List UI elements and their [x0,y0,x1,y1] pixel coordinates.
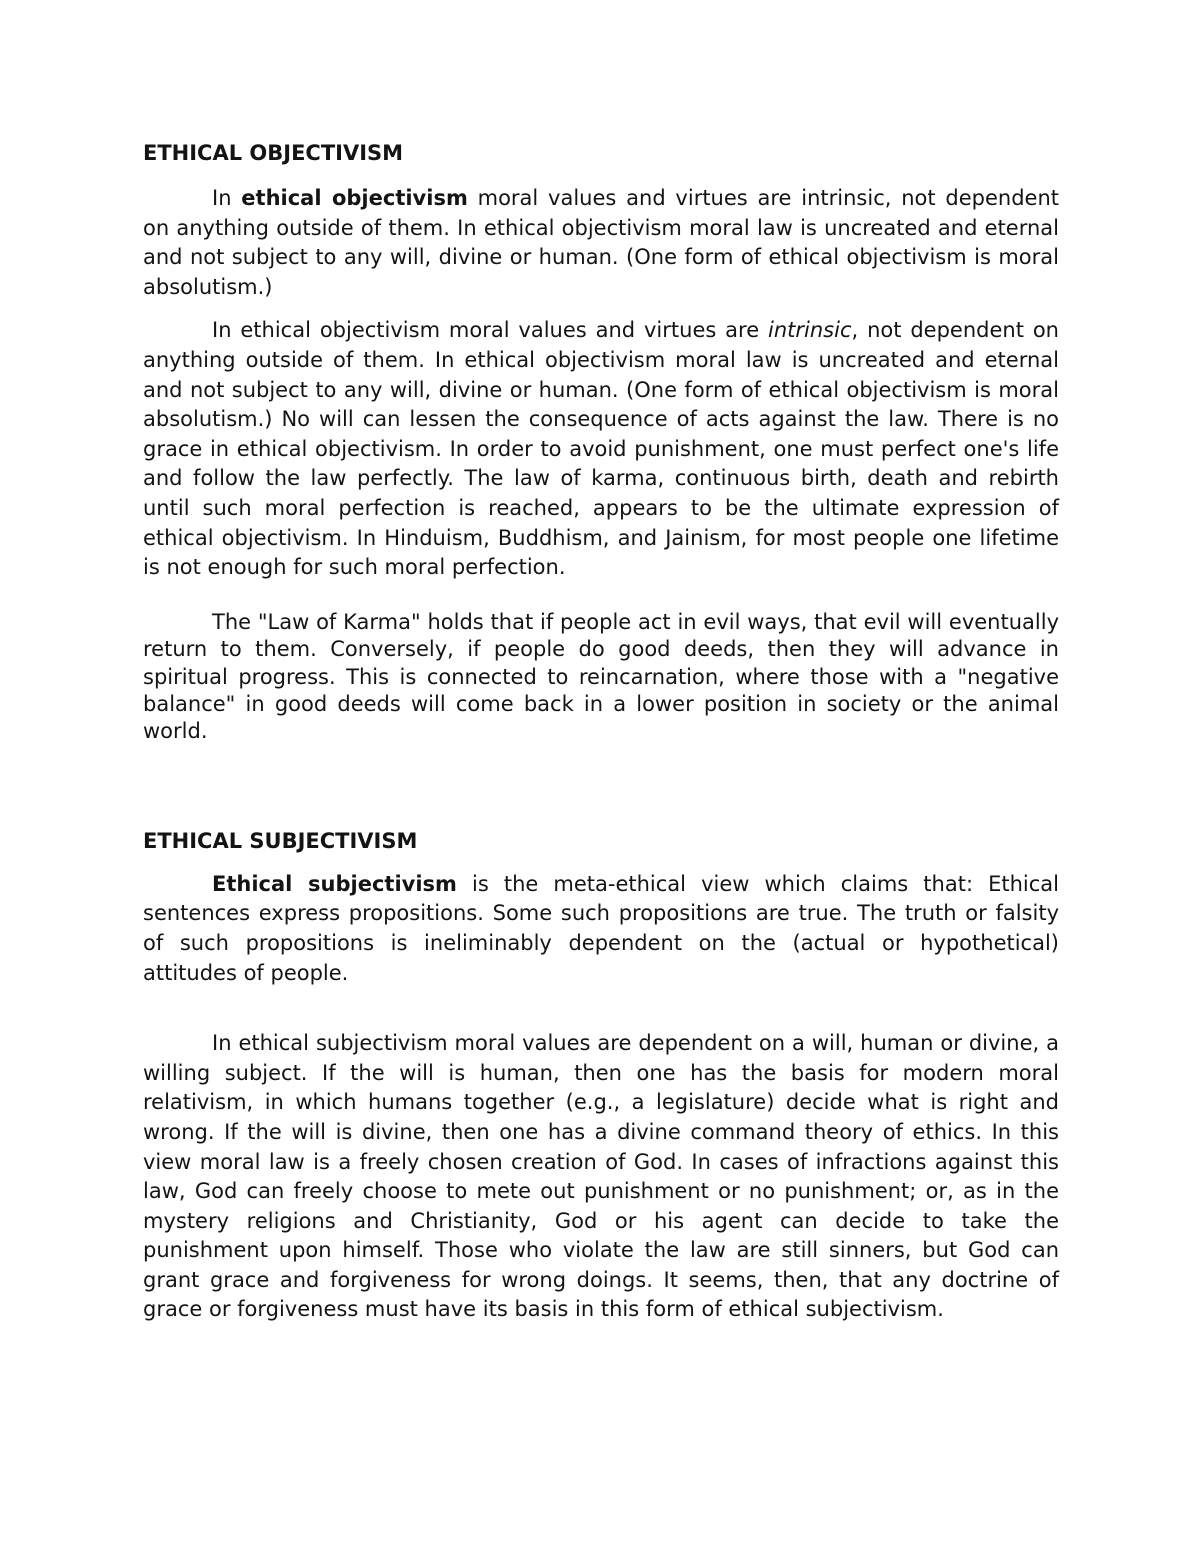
paragraph-text: is the meta-ethical view which claims that: Ethical sentences express propositions. Some such propositions are true. The truth or falsity of such propositions is ineliminably dependent on the (actual or hypothetical) attitudes of people. [143,871,1059,985]
paragraph-text: The "Law of Karma" holds that if people act in evil ways, that evil will eventually return to them. Conversely, if people do good deeds, then they will advance in spiritual progress. This is connected to reincarnation, where those with a "negative balance" in good deeds will come back in a lower position in society or the animal world. [143,609,1059,744]
bold-term: Ethical subjectivism [212,871,457,896]
paragraph-law-of-karma [143,609,1059,746]
paragraph-subjectivism-definition [143,870,1059,988]
paragraph-text: , not dependent on anything outside of them. In ethical objectivism moral law is uncreated and eternal and not subject to any will, divine or human. (One form of ethical objectivism is moral absolutism.) No will can lessen the consequence of acts against the law. There is no grace in ethical objectivism. In order to avoid punishment, one must perfect one's life and follow the law perfectly. The law of karma, continuous birth, death and rebirth until such moral perfection is reached, appears to be the ultimate expression of ethical objectivism. In Hinduism, Buddhism, and Jainism, for most people one lifetime is not enough for such moral perfection. [143,318,1059,580]
paragraph-lead: In [212,186,242,210]
document-page [143,138,1059,1325]
paragraph-text: In ethical subjectivism moral values are dependent on a will, human or divine, a willing subject. If the will is human, then one has the basis for modern moral relativism, in which humans together (e.g., a legislature) decide what is right and wrong. If the will is divine, then one has a divine command theory of ethics. In this view moral law is a freely chosen creation of God. In cases of infractions against this law, God can freely choose to mete out punishment or no punishment; or, as in the mystery religions and Christianity, God or his agent can decide to take the punishment upon himself. Those who violate the law are still sinners, but God can grant grace and forgiveness for wrong doings. It seems, then, that any doctrine of grace or forgiveness must have its basis in this form of ethical subjectivism. [143,1031,1059,1322]
paragraph-objectivism-definition [143,184,1059,302]
paragraph-objectivism-detail [143,316,1059,582]
section-heading-objectivism: ETHICAL OBJECTIVISM [143,141,404,165]
paragraph-subjectivism-detail [143,1029,1059,1325]
bold-term: ethical objectivism [241,186,468,210]
paragraph-text: moral values and virtues are intrinsic, not dependent on anything outside of them. In ethical objectivism moral law is uncreated and eternal and not subject to any will, divine or human. (One form of ethical objectivism is moral absolutism.) [143,186,1059,299]
italic-term: intrinsic [768,318,852,343]
paragraph-lead: In ethical objectivism moral values and virtues are [212,318,769,343]
section-heading-subjectivism: ETHICAL SUBJECTIVISM [143,828,418,853]
